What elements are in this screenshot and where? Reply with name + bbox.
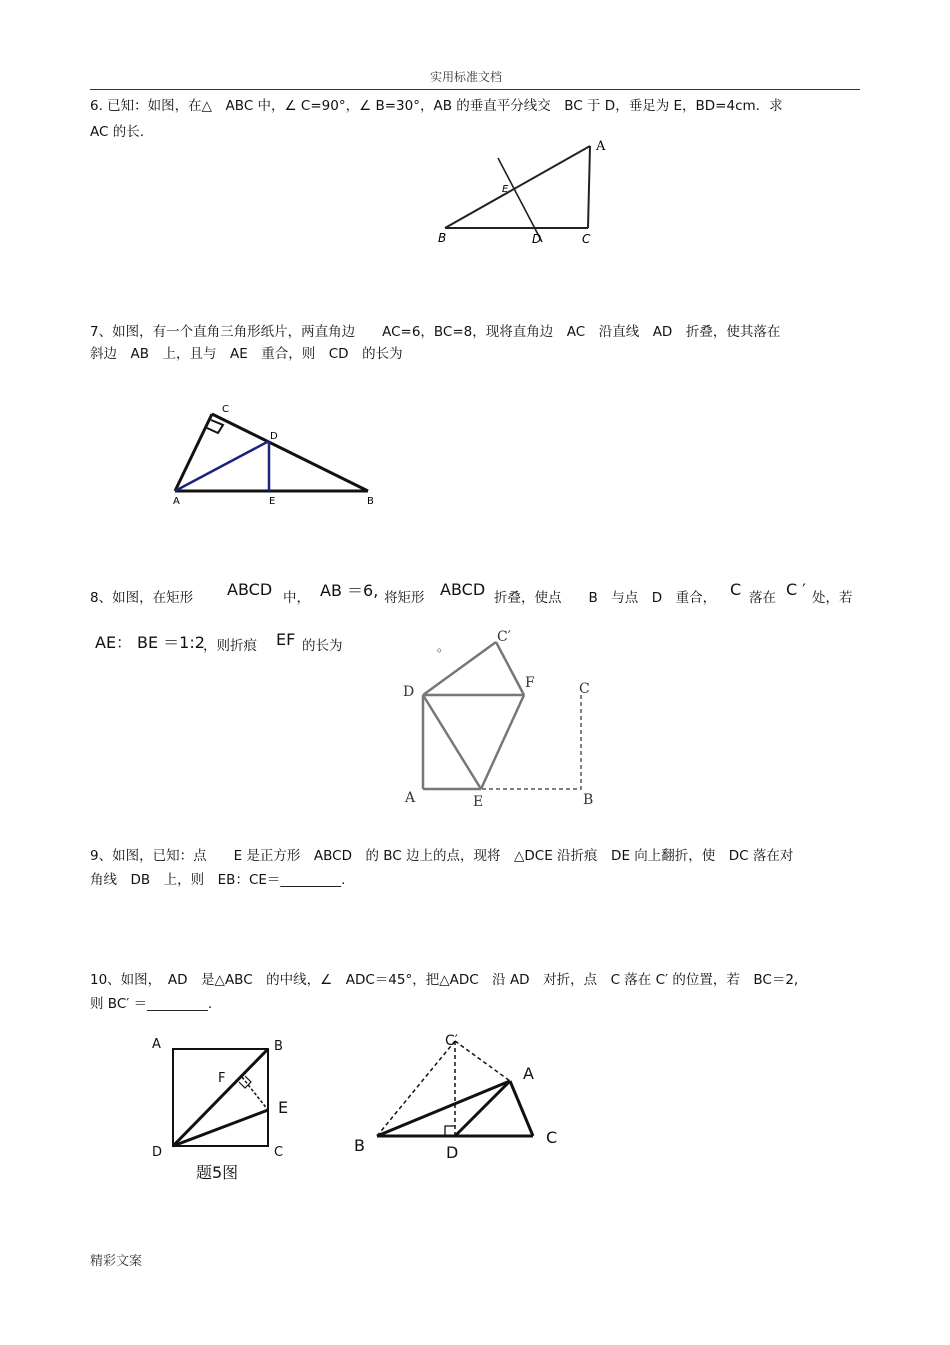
fig10-label-c: C <box>546 1128 558 1147</box>
fig5-label-b: B <box>274 1039 283 1054</box>
q6-text-line2: AC 的长. <box>90 124 145 140</box>
q8-label-d: D <box>403 684 415 700</box>
q8-text-l1-a: 8、如图，在矩形 <box>90 590 194 606</box>
fig5-fold-de <box>173 1110 268 1146</box>
q7-label-a: A <box>173 496 180 507</box>
fig10-dashed-c-prime-a <box>455 1041 510 1081</box>
q7-label-b: B <box>367 496 374 507</box>
q9-text-line1: 9、如图，已知：点 E 是正方形 ABCD 的 BC 边上的点，现将 △DCE 沿折痕 DE 向上翻折，使 DC 落在对 <box>90 848 794 864</box>
fig5-square-figure <box>140 1030 315 1160</box>
q8-label-a: A <box>405 790 416 806</box>
q8-label-c: C <box>579 681 590 697</box>
q6-label-a: A <box>596 139 606 154</box>
q7-fold-ad <box>175 441 269 491</box>
fig10-label-d: D <box>446 1143 459 1162</box>
fig5-segment-fe <box>242 1077 268 1110</box>
q7-text-line2: 斜边 AB 上，且与 AE 重合，则 CD 的长为 <box>90 346 403 362</box>
q8-stray-dot: 。 <box>437 640 450 654</box>
q8-text-l1-e: 将矩形 <box>384 590 425 606</box>
q8-figure <box>395 625 605 810</box>
q8-dashed-original-part <box>481 695 581 789</box>
q8-text-l1-j: C ′ <box>786 580 806 599</box>
q8-label-c-prime: C′ <box>497 629 511 645</box>
q10-text-line2: 则 BC′ ＝_________. <box>90 996 213 1012</box>
fig10-dashed-bc-prime <box>377 1041 455 1136</box>
fig5-label-c: C <box>274 1145 284 1160</box>
q7-side-cb <box>212 414 368 491</box>
fig5-label-f: F <box>218 1071 226 1086</box>
header-rule <box>90 89 860 90</box>
q8-fold-ef <box>481 695 524 789</box>
q8-side-dc-prime <box>423 642 496 695</box>
q8-text-l1-h: C <box>730 580 742 599</box>
q10-text-line1: 10、如图， AD 是△ABC 的中线，∠ ADC＝45°，把△ADC 沿 AD 对折，点 C 落在 C′ 的位置，若 BC＝2, <box>90 972 799 988</box>
q7-text-line1: 7、如图，有一个直角三角形纸片，两直角边 AC=6，BC=8，现将直角边 AC 沿直线 AD 折叠，使其落在 <box>90 324 781 340</box>
q8-text-l2-a: AE： <box>95 633 133 652</box>
q8-text-l1-d: AB ＝6, <box>320 581 379 600</box>
q8-text-l1-k: 处，若 <box>812 590 853 606</box>
q8-text-l2-c: ，则折痕 <box>203 638 257 654</box>
q8-label-f: F <box>525 675 535 691</box>
page-header: 实用标准文档 <box>430 70 503 84</box>
q8-label-e: E <box>473 794 484 810</box>
q8-text-l1-g: 折叠，使点 B 与点 D 重合， <box>494 590 717 606</box>
fig10-triangle-figure <box>345 1025 585 1165</box>
q6-text-line1: 6. 已知：如图，在△ ABC 中，∠ C=90°，∠ B=30°，AB 的垂直平分线交 BC 于 D，垂足为 E，BD=4cm．求 <box>90 98 783 114</box>
q7-label-d: D <box>270 431 278 442</box>
q8-segment-de <box>423 695 481 789</box>
q8-text-l2-e: 的长为 <box>302 638 343 654</box>
q8-text-l2-b: BE ＝1:2 <box>137 633 205 652</box>
fig5-label-a: A <box>152 1037 161 1052</box>
fig5-label-e: E <box>278 1098 289 1117</box>
fig10-median-ad <box>455 1081 510 1136</box>
q6-label-e: E <box>502 184 509 195</box>
fig5-diagonal-db <box>173 1049 268 1146</box>
q6-perpendicular-bisector <box>498 158 542 242</box>
q6-label-d: D <box>532 232 542 246</box>
fig10-label-c-prime: C′ <box>445 1033 458 1049</box>
q7-label-c: C <box>222 404 229 415</box>
q7-label-e: E <box>269 496 276 507</box>
fig10-side-ac <box>510 1081 533 1136</box>
fig10-side-ab <box>377 1081 510 1136</box>
q8-label-b: B <box>583 792 594 808</box>
q7-side-ac <box>175 414 212 491</box>
fig5-label-d: D <box>152 1145 163 1160</box>
q8-text-l1-b: ABCD <box>227 580 273 599</box>
page-footer: 精彩文案 <box>90 1254 143 1269</box>
q6-figure <box>420 130 620 255</box>
q8-side-c-prime-f <box>496 642 524 695</box>
q8-text-l1-f: ABCD <box>440 580 486 599</box>
q6-side-ac <box>588 146 590 228</box>
q9-text-line2: 角线 DB 上，则 EB：CE＝_________. <box>90 872 346 888</box>
fig5-caption: 题5图 <box>196 1163 239 1182</box>
fig10-label-b: B <box>354 1136 365 1155</box>
q8-text-l2-d: EF <box>276 630 296 649</box>
q8-text-l1-i: 落在 <box>749 590 776 606</box>
q6-side-ab <box>445 146 590 228</box>
q8-text-l1-c: 中， <box>283 590 310 606</box>
fig10-label-a: A <box>523 1064 534 1083</box>
q6-label-c: C <box>582 232 591 246</box>
q6-label-b: B <box>438 231 447 245</box>
q7-figure <box>160 398 390 513</box>
